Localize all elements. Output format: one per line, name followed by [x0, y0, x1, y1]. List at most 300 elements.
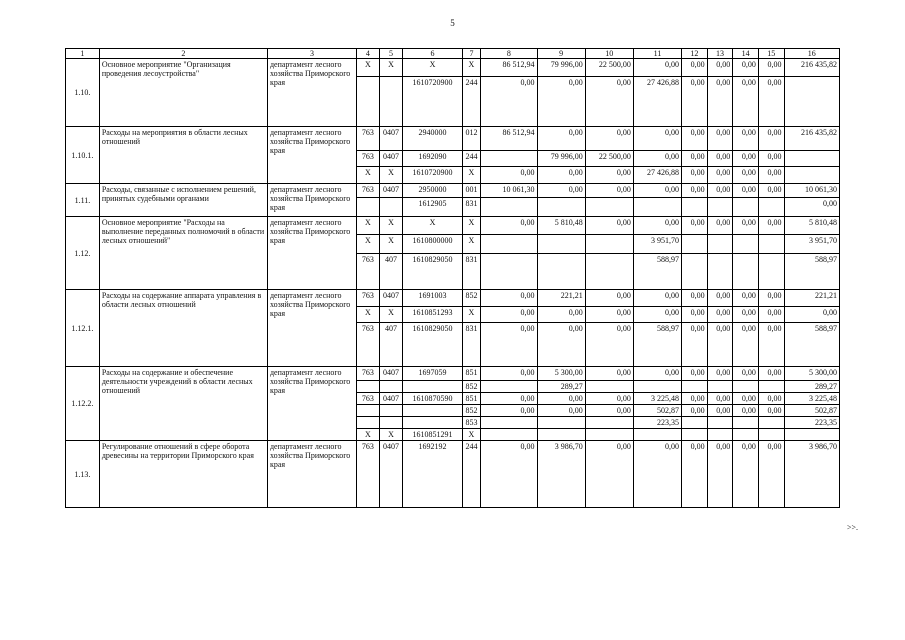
value-cell: 5 810,48	[784, 217, 839, 235]
value-cell: 1612905	[403, 198, 462, 217]
column-number-cell: 5	[379, 49, 403, 59]
value-cell: 5 810,48	[537, 217, 585, 235]
value-cell: 0,00	[682, 59, 708, 77]
column-number-cell: 2	[99, 49, 267, 59]
value-cell: 0,00	[733, 217, 759, 235]
value-cell: 0,00	[707, 77, 733, 127]
value-cell	[481, 381, 537, 393]
value-cell: 79 996,00	[537, 59, 585, 77]
value-cell: 0,00	[707, 323, 733, 367]
value-cell: 012	[462, 127, 480, 151]
table-row	[66, 217, 840, 235]
value-cell	[585, 235, 633, 254]
value-cell: 0,00	[481, 217, 537, 235]
value-cell	[585, 198, 633, 217]
value-cell	[357, 417, 380, 429]
value-cell: 0,00	[707, 151, 733, 167]
value-cell: 0,00	[585, 77, 633, 127]
value-cell: 0407	[379, 290, 403, 307]
value-cell: 27 426,88	[633, 167, 681, 184]
value-cell: 0,00	[733, 59, 759, 77]
column-number-cell: 13	[707, 49, 733, 59]
value-cell: 0,00	[733, 167, 759, 184]
value-cell: 0,00	[784, 198, 839, 217]
value-cell	[403, 405, 462, 417]
value-cell: 001	[462, 184, 480, 198]
value-cell: 0,00	[585, 307, 633, 323]
value-cell	[633, 198, 681, 217]
value-cell: 0,00	[682, 184, 708, 198]
value-cell: 0407	[379, 367, 403, 381]
value-cell: 831	[462, 198, 480, 217]
value-cell: 853	[462, 417, 480, 429]
value-cell: 0,00	[682, 217, 708, 235]
value-cell: 831	[462, 254, 480, 290]
value-cell	[481, 151, 537, 167]
value-cell: 0,00	[733, 441, 759, 508]
value-cell: X	[357, 429, 380, 441]
value-cell	[682, 417, 708, 429]
value-cell: 0407	[379, 393, 403, 405]
value-cell: 0,00	[758, 184, 784, 198]
value-cell	[357, 381, 380, 393]
value-cell: 0,00	[682, 323, 708, 367]
value-cell: 1610829050	[403, 254, 462, 290]
value-cell: 244	[462, 441, 480, 508]
value-cell: 0,00	[707, 184, 733, 198]
value-cell: 0,00	[758, 290, 784, 307]
value-cell: 0,00	[733, 77, 759, 127]
value-cell: 5 300,00	[537, 367, 585, 381]
value-cell: 289,27	[784, 381, 839, 393]
value-cell	[733, 235, 759, 254]
value-cell	[758, 198, 784, 217]
value-cell: 0,00	[758, 77, 784, 127]
value-cell: 407	[379, 254, 403, 290]
value-cell: 851	[462, 393, 480, 405]
value-cell: 1610851293	[403, 307, 462, 323]
value-cell: 1610800000	[403, 235, 462, 254]
value-cell: 407	[379, 323, 403, 367]
value-cell	[357, 198, 380, 217]
column-number-cell: 9	[537, 49, 585, 59]
value-cell: 0,00	[733, 405, 759, 417]
value-cell: X	[357, 167, 380, 184]
value-cell: 0,00	[707, 127, 733, 151]
value-cell: 221,21	[537, 290, 585, 307]
value-cell: 0,00	[633, 441, 681, 508]
value-cell: 0,00	[537, 127, 585, 151]
table-row	[66, 184, 840, 198]
department-cell: департамент лесного хозяйства Приморского края	[267, 59, 356, 127]
column-number-cell: 8	[481, 49, 537, 59]
value-cell: X	[403, 59, 462, 77]
column-number-cell: 7	[462, 49, 480, 59]
value-cell	[733, 417, 759, 429]
value-cell: 0,00	[682, 167, 708, 184]
column-number-cell: 14	[733, 49, 759, 59]
column-number-cell: 12	[682, 49, 708, 59]
value-cell: 0407	[379, 184, 403, 198]
value-cell: 2940000	[403, 127, 462, 151]
value-cell: 289,27	[537, 381, 585, 393]
value-cell: X	[357, 59, 380, 77]
value-cell: 1610720900	[403, 167, 462, 184]
value-cell: 502,87	[784, 405, 839, 417]
value-cell	[758, 235, 784, 254]
value-cell: 0,00	[481, 77, 537, 127]
value-cell: 27 426,88	[633, 77, 681, 127]
value-cell: 244	[462, 151, 480, 167]
value-cell: 3 986,70	[537, 441, 585, 508]
value-cell	[585, 381, 633, 393]
value-cell: 0,00	[585, 405, 633, 417]
item-number-cell: 1.12.	[66, 217, 100, 290]
value-cell: X	[462, 59, 480, 77]
value-cell: 1610851291	[403, 429, 462, 441]
value-cell: 223,35	[784, 417, 839, 429]
value-cell: 502,87	[633, 405, 681, 417]
value-cell: 0,00	[633, 184, 681, 198]
value-cell: 0,00	[758, 441, 784, 508]
column-number-cell: 4	[357, 49, 380, 59]
value-cell: 1692192	[403, 441, 462, 508]
value-cell: 0,00	[682, 405, 708, 417]
department-cell: департамент лесного хозяйства Приморского края	[267, 217, 356, 290]
value-cell: 0,00	[707, 217, 733, 235]
value-cell	[733, 429, 759, 441]
value-cell: 22 500,00	[585, 151, 633, 167]
value-cell: 216 435,82	[784, 59, 839, 77]
value-cell: 0,00	[707, 167, 733, 184]
value-cell: 0,00	[537, 393, 585, 405]
value-cell: 852	[462, 381, 480, 393]
value-cell: 0,00	[585, 441, 633, 508]
value-cell: 0,00	[537, 323, 585, 367]
value-cell	[379, 198, 403, 217]
table-row	[66, 441, 840, 508]
value-cell: 0,00	[758, 393, 784, 405]
value-cell	[481, 429, 537, 441]
value-cell: 3 951,70	[633, 235, 681, 254]
value-cell: 0,00	[537, 405, 585, 417]
value-cell: 0,00	[682, 441, 708, 508]
value-cell	[537, 198, 585, 217]
item-number-cell: 1.10.	[66, 59, 100, 127]
column-number-cell: 11	[633, 49, 681, 59]
value-cell: 0,00	[682, 367, 708, 381]
value-cell: 5 300,00	[784, 367, 839, 381]
header-row	[66, 49, 840, 59]
value-cell: 0,00	[633, 307, 681, 323]
value-cell	[633, 429, 681, 441]
value-cell: 0,00	[633, 217, 681, 235]
value-cell: 0,00	[481, 441, 537, 508]
value-cell	[682, 254, 708, 290]
value-cell: 0,00	[682, 77, 708, 127]
value-cell	[379, 405, 403, 417]
department-cell: департамент лесного хозяйства Приморского края	[267, 127, 356, 184]
page-number: 5	[450, 18, 455, 28]
value-cell: X	[462, 429, 480, 441]
value-cell: 0,00	[481, 290, 537, 307]
value-cell: 0,00	[682, 290, 708, 307]
value-cell: 1610829050	[403, 323, 462, 367]
value-cell: 0,00	[585, 393, 633, 405]
value-cell	[403, 417, 462, 429]
value-cell: 763	[357, 367, 380, 381]
value-cell: 588,97	[784, 323, 839, 367]
item-number-cell: 1.10.1.	[66, 127, 100, 184]
value-cell: X	[357, 307, 380, 323]
value-cell	[379, 417, 403, 429]
value-cell: 588,97	[784, 254, 839, 290]
value-cell: 588,97	[633, 254, 681, 290]
value-cell: 0407	[379, 441, 403, 508]
item-number-cell: 1.12.1.	[66, 290, 100, 367]
value-cell: X	[462, 307, 480, 323]
value-cell: 1692090	[403, 151, 462, 167]
value-cell: 1610720900	[403, 77, 462, 127]
value-cell: 10 061,30	[784, 184, 839, 198]
value-cell: 0,00	[758, 151, 784, 167]
value-cell: 0407	[379, 151, 403, 167]
value-cell	[707, 381, 733, 393]
value-cell: 0,00	[733, 323, 759, 367]
value-cell: 0,00	[585, 367, 633, 381]
value-cell	[379, 77, 403, 127]
value-cell: 0,00	[758, 59, 784, 77]
item-name-cell: Основное мероприятие "Расходы на выполнение переданных полномочий в области лесных отношений"	[99, 217, 267, 290]
value-cell: 244	[462, 77, 480, 127]
value-cell: 0,00	[707, 59, 733, 77]
value-cell: 0,00	[633, 367, 681, 381]
continuation-mark: >>.	[846, 523, 858, 532]
value-cell: 0,00	[758, 405, 784, 417]
department-cell: департамент лесного хозяйства Приморского края	[267, 441, 356, 508]
value-cell: 763	[357, 254, 380, 290]
value-cell: 3 225,48	[784, 393, 839, 405]
value-cell	[733, 198, 759, 217]
value-cell: 852	[462, 405, 480, 417]
table-row	[66, 367, 840, 381]
value-cell	[784, 151, 839, 167]
value-cell: 1610870590	[403, 393, 462, 405]
value-cell: 851	[462, 367, 480, 381]
item-name-cell: Расходы, связанные с исполнением решений, принятых судебными органами	[99, 184, 267, 217]
item-number-cell: 1.12.2.	[66, 367, 100, 441]
value-cell: 0,00	[758, 217, 784, 235]
value-cell	[784, 167, 839, 184]
value-cell: 763	[357, 290, 380, 307]
value-cell: 763	[357, 393, 380, 405]
department-cell: департамент лесного хозяйства Приморского края	[267, 184, 356, 217]
value-cell: 0,00	[758, 367, 784, 381]
value-cell: 0,00	[537, 307, 585, 323]
value-cell: 0,00	[682, 307, 708, 323]
value-cell: 0,00	[707, 393, 733, 405]
value-cell: 0,00	[633, 127, 681, 151]
value-cell: 0,00	[481, 323, 537, 367]
value-cell: 0,00	[585, 323, 633, 367]
value-cell: X	[462, 235, 480, 254]
value-cell: 0,00	[585, 184, 633, 198]
value-cell: 852	[462, 290, 480, 307]
value-cell: 2950000	[403, 184, 462, 198]
item-name-cell: Расходы на мероприятия в области лесных отношений	[99, 127, 267, 184]
item-number-cell: 1.13.	[66, 441, 100, 508]
value-cell	[682, 381, 708, 393]
value-cell	[585, 417, 633, 429]
value-cell: 0,00	[758, 127, 784, 151]
value-cell: X	[403, 217, 462, 235]
value-cell	[758, 381, 784, 393]
value-cell: 0,00	[585, 290, 633, 307]
value-cell: 0,00	[758, 167, 784, 184]
value-cell: 0,00	[707, 405, 733, 417]
item-number-cell: 1.11.	[66, 184, 100, 217]
value-cell: 79 996,00	[537, 151, 585, 167]
column-number-cell: 3	[267, 49, 356, 59]
value-cell	[758, 254, 784, 290]
value-cell: 223,35	[633, 417, 681, 429]
department-cell: департамент лесного хозяйства Приморского края	[267, 367, 356, 441]
value-cell	[357, 77, 380, 127]
value-cell: 0,00	[733, 290, 759, 307]
column-number-cell: 16	[784, 49, 839, 59]
value-cell: 3 951,70	[784, 235, 839, 254]
value-cell	[379, 381, 403, 393]
item-name-cell: Регулирование отношений в сфере оборота древесины на территории Приморского края	[99, 441, 267, 508]
item-name-cell: Расходы на содержание аппарата управления в области лесных отношений	[99, 290, 267, 367]
value-cell: X	[379, 429, 403, 441]
value-cell: 0,00	[481, 367, 537, 381]
table-row	[66, 59, 840, 77]
value-cell: 588,97	[633, 323, 681, 367]
value-cell: 22 500,00	[585, 59, 633, 77]
value-cell	[707, 429, 733, 441]
value-cell: 0,00	[481, 393, 537, 405]
item-name-cell: Расходы на содержание и обеспечение деятельности учреждений в области лесных отношений	[99, 367, 267, 441]
department-cell: департамент лесного хозяйства Приморского края	[267, 290, 356, 367]
value-cell: 831	[462, 323, 480, 367]
value-cell: 86 512,94	[481, 59, 537, 77]
value-cell	[733, 254, 759, 290]
value-cell: 0,00	[585, 127, 633, 151]
item-name-cell: Основное мероприятие "Организация проведения лесоустройства"	[99, 59, 267, 127]
column-number-cell: 15	[758, 49, 784, 59]
value-cell: 0,00	[707, 307, 733, 323]
value-cell: 0,00	[682, 127, 708, 151]
value-cell: 0,00	[682, 393, 708, 405]
value-cell: 763	[357, 441, 380, 508]
value-cell: 3 986,70	[784, 441, 839, 508]
value-cell: 0,00	[707, 441, 733, 508]
value-cell: X	[379, 59, 403, 77]
value-cell	[682, 198, 708, 217]
value-cell	[481, 417, 537, 429]
value-cell: 0,00	[585, 167, 633, 184]
value-cell	[585, 254, 633, 290]
value-cell: X	[379, 235, 403, 254]
value-cell: 0,00	[707, 290, 733, 307]
value-cell	[707, 198, 733, 217]
value-cell	[403, 381, 462, 393]
value-cell: 763	[357, 323, 380, 367]
value-cell	[481, 198, 537, 217]
table-row	[66, 290, 840, 307]
column-number-cell: 6	[403, 49, 462, 59]
budget-table	[65, 48, 840, 508]
value-cell: 0,00	[481, 405, 537, 417]
column-number-cell: 10	[585, 49, 633, 59]
value-cell	[357, 405, 380, 417]
value-cell: 0,00	[537, 184, 585, 198]
value-cell: 0,00	[784, 307, 839, 323]
value-cell	[758, 417, 784, 429]
value-cell: 0,00	[707, 367, 733, 381]
value-cell: 0,00	[633, 151, 681, 167]
value-cell	[633, 381, 681, 393]
value-cell	[682, 429, 708, 441]
value-cell: 763	[357, 151, 380, 167]
value-cell: 0,00	[733, 127, 759, 151]
value-cell	[758, 429, 784, 441]
value-cell: 216 435,82	[784, 127, 839, 151]
value-cell: 1691003	[403, 290, 462, 307]
value-cell	[537, 235, 585, 254]
value-cell	[537, 417, 585, 429]
value-cell: 0,00	[758, 323, 784, 367]
value-cell: X	[379, 307, 403, 323]
value-cell: 3 225,48	[633, 393, 681, 405]
value-cell: X	[462, 217, 480, 235]
value-cell: X	[379, 217, 403, 235]
value-cell	[707, 417, 733, 429]
value-cell: 0,00	[633, 290, 681, 307]
value-cell: 0,00	[733, 367, 759, 381]
value-cell: 0,00	[481, 307, 537, 323]
value-cell: 221,21	[784, 290, 839, 307]
value-cell: 0,00	[633, 59, 681, 77]
value-cell: 0,00	[733, 184, 759, 198]
value-cell	[537, 254, 585, 290]
value-cell: 0407	[379, 127, 403, 151]
value-cell: X	[462, 167, 480, 184]
value-cell: 0,00	[733, 393, 759, 405]
value-cell	[682, 235, 708, 254]
value-cell: X	[357, 217, 380, 235]
value-cell: 763	[357, 127, 380, 151]
column-number-cell: 1	[66, 49, 100, 59]
value-cell: 0,00	[537, 167, 585, 184]
value-cell	[784, 77, 839, 127]
value-cell	[707, 235, 733, 254]
value-cell	[481, 235, 537, 254]
value-cell: 763	[357, 184, 380, 198]
value-cell: X	[379, 167, 403, 184]
value-cell: 0,00	[481, 167, 537, 184]
value-cell: 0,00	[537, 77, 585, 127]
value-cell: X	[357, 235, 380, 254]
value-cell: 0,00	[585, 217, 633, 235]
value-cell	[707, 254, 733, 290]
value-cell: 0,00	[733, 307, 759, 323]
value-cell: 0,00	[733, 151, 759, 167]
value-cell: 0,00	[758, 307, 784, 323]
value-cell	[585, 429, 633, 441]
value-cell: 1697059	[403, 367, 462, 381]
